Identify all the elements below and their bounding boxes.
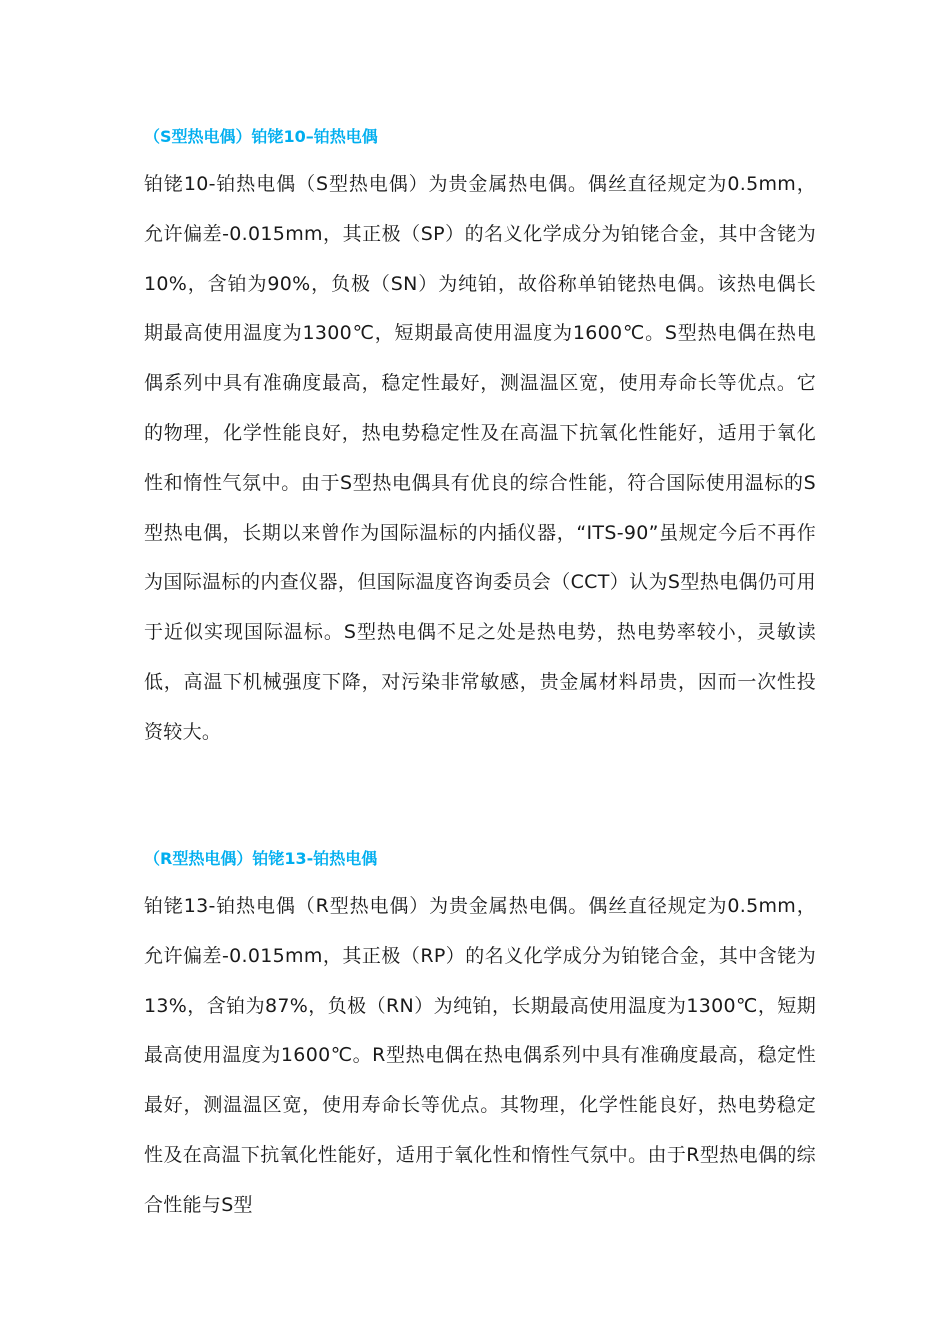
section-s-type xyxy=(144,124,816,758)
section-r-type xyxy=(144,846,816,1231)
section-heading: （S型热电偶）铂铑10–铂热电偶 xyxy=(144,127,378,146)
section-heading: （R型热电偶）铂铑13-铂热电偶 xyxy=(144,849,378,868)
section-paragraph: 铂铑13-铂热电偶（R型热电偶）为贵金属热电偶。偶丝直径规定为0.5mm，允许偏差-0.015mm，其正极（RP）的名义化学成分为铂铑合金，其中含铑为13%，含铂为87%，负极（RN）为纯铂，长期最高使用温度为1300℃，短期最高使用温度为1600℃。R型热电偶在热电偶系列中具有准确度最高，稳定性最好，测温温区宽，使用寿命长等优点。其物理，化学性能良好，热电势稳定性及在高温下抗氧化性能好，适用于氧化性和惰性气氛中。由于R型热电偶的综合性能与S型 xyxy=(144,895,816,1216)
section-paragraph: 铂铑10-铂热电偶（S型热电偶）为贵金属热电偶。偶丝直径规定为0.5mm，允许偏差-0.015mm，其正极（SP）的名义化学成分为铂铑合金，其中含铑为10%，含铂为90%，负极（SN）为纯铂，故俗称单铂铑热电偶。该热电偶长期最高使用温度为1300℃，短期最高使用温度为1600℃。S型热电偶在热电偶系列中具有准确度最高，稳定性最好，测温温区宽，使用寿命长等优点。它的物理，化学性能良好，热电势稳定性及在高温下抗氧化性能好，适用于氧化性和惰性气氛中。由于S型热电偶具有优良的综合性能，符合国际使用温标的S型热电偶，长期以来曾作为国际温标的内插仪器，“ITS-90”虽规定今后不再作为国际温标的内查仪器，但国际温度咨询委员会（CCT）认为S型热电偶仍可用于近似实现国际温标。S型热电偶不足之处是热电势，热电势率较小，灵敏读低，高温下机械强度下降，对污染非常敏感，贵金属材料昂贵，因而一次性投资较大。 xyxy=(144,173,816,743)
